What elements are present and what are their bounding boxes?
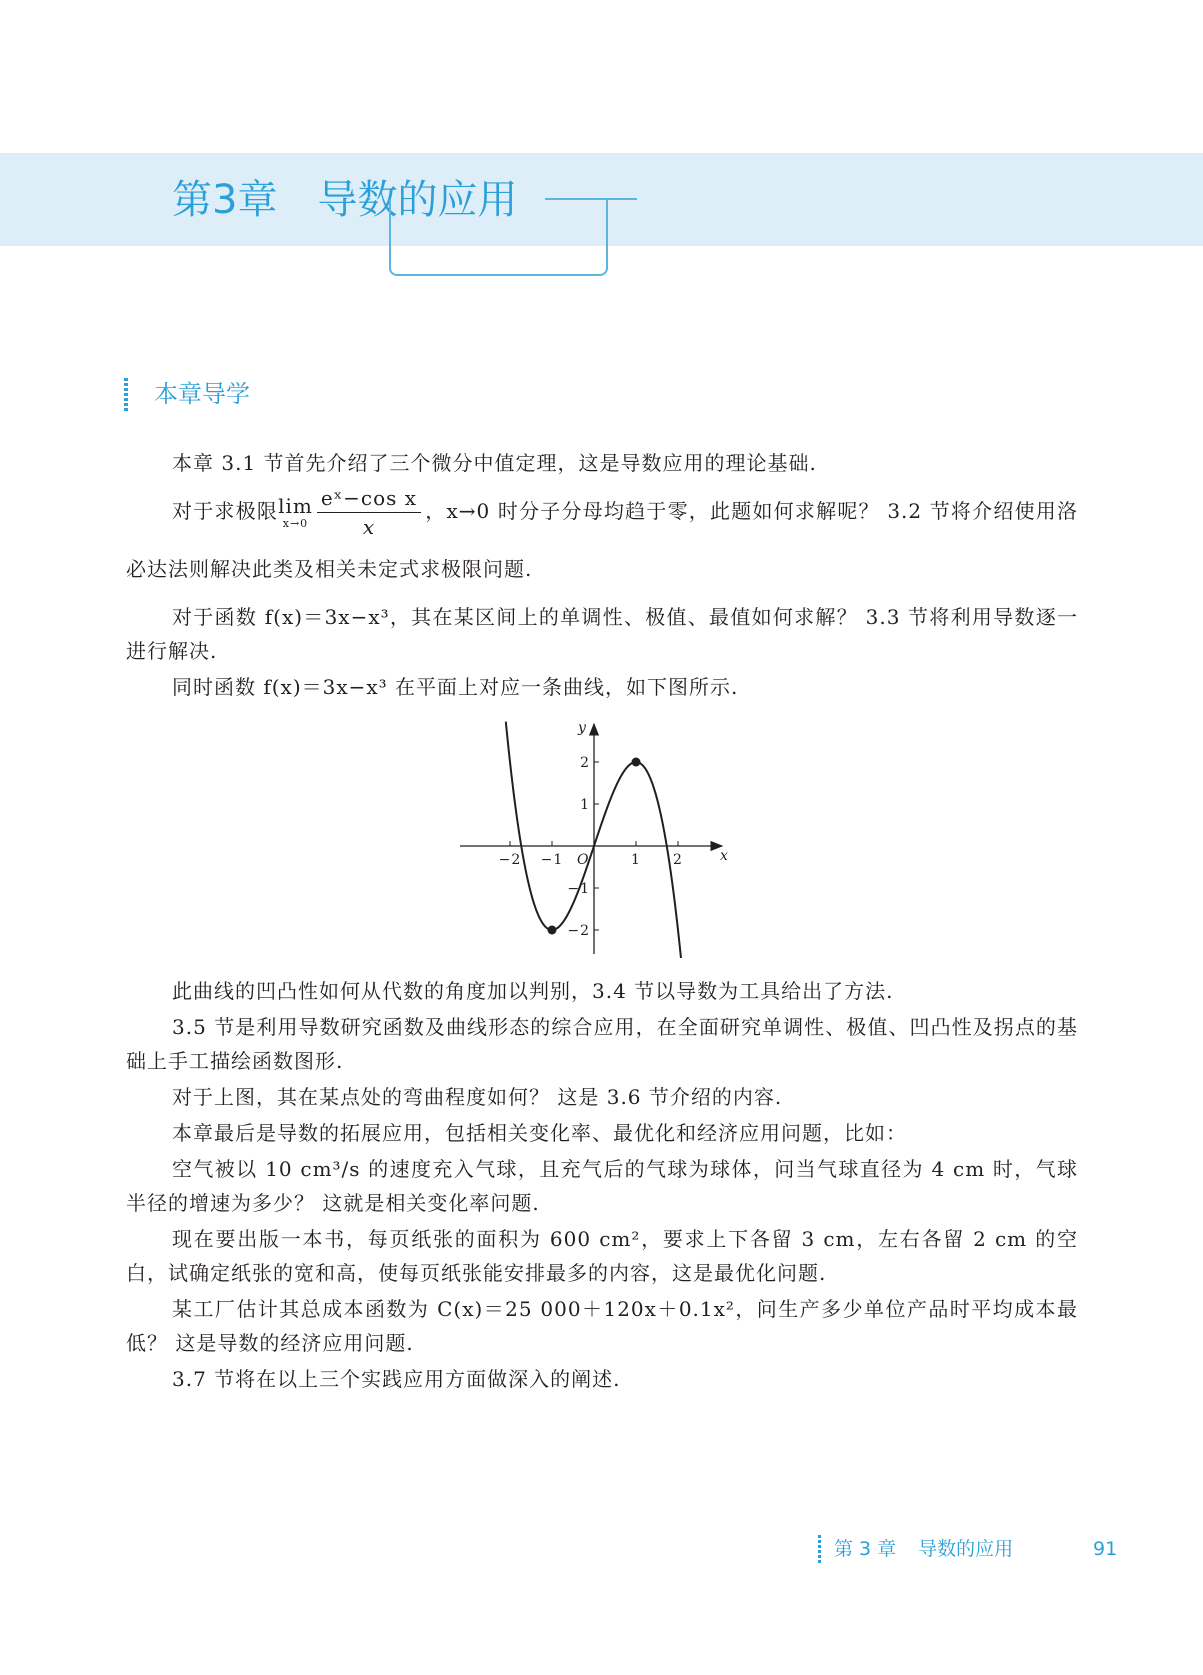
x-tick-label: −1 [540, 852, 564, 868]
x-axis-label: x [720, 848, 729, 864]
footer-dotted-bar [818, 1535, 821, 1565]
x-tick-label: 1 [631, 852, 641, 868]
running-footer [834, 1534, 1013, 1564]
y-tick-label: 1 [580, 797, 590, 813]
paragraph-2-after: ，x→0 时分子分母均趋于零，此题如何求解呢？ 3.2 节将介绍使用洛必达法则解决此类及相关未定式求极限问题. [126, 499, 1079, 581]
paragraph-5: 此曲线的凹凸性如何从代数的角度加以判别，3.4 节以导数为工具给出了方法. [172, 979, 894, 1003]
paragraph-7: 对于上图，其在某点处的弯曲程度如何？ 这是 3.6 节介绍的内容. [172, 1085, 783, 1109]
paragraph-8: 本章最后是导数的拓展应用，包括相关变化率、最优化和经济应用问题，比如： [172, 1121, 907, 1145]
paragraph-11: 某工厂估计其总成本函数为 C(x)＝25 000＋120x＋0.1x²，问生产多少单位产品时平均成本最低？ 这是导数的经济应用问题. [126, 1297, 1078, 1355]
x-tick-label: 2 [673, 852, 683, 868]
extremum-point [548, 926, 557, 935]
y-tick-label: 2 [580, 755, 590, 771]
paragraph-1: 本章 3.1 节首先介绍了三个微分中值定理，这是导数应用的理论基础. [172, 451, 817, 475]
x-tick-label: −2 [498, 852, 522, 868]
origin-label: O [577, 852, 590, 868]
limit-expression [278, 488, 425, 537]
y-tick-label: −2 [567, 923, 590, 939]
lim-text: lim [278, 494, 313, 518]
fraction-denominator: x [362, 515, 376, 539]
lim-subscript: x→0 [282, 517, 309, 530]
section-title: 本章导学 [154, 380, 250, 408]
main-content [126, 446, 1078, 1398]
chapter-number: 第3章 [172, 177, 278, 223]
paragraph-6: 3.5 节是利用导数研究函数及曲线形态的综合应用，在全面研究单调性、极值、凹凸性及拐点的基础上手工描绘函数图形. [126, 1015, 1078, 1073]
footer-chapter-label: 第 3 章 [834, 1538, 897, 1560]
limit-operator [278, 496, 313, 529]
y-tick-label: −1 [567, 881, 590, 897]
paragraph-2 [126, 482, 1078, 598]
chapter-name: 导数的应用 [317, 177, 518, 223]
fraction-numerator: eˣ−cos x [317, 488, 421, 513]
title-decoration-box [389, 200, 608, 276]
footer-chapter-name: 导数的应用 [918, 1538, 1014, 1560]
extremum-point [632, 758, 641, 767]
paragraph-12: 3.7 节将在以上三个实践应用方面做深入的阐述. [172, 1367, 621, 1391]
y-axis-label: y [578, 720, 587, 736]
paragraph-9: 空气被以 10 cm³/s 的速度充入气球，且充气后的气球为球体，问当气球直径为 4 cm 时，气球半径的增速为多少？ 这就是相关变化率问题. [126, 1157, 1078, 1215]
paragraph-3: 对于函数 f(x)＝3x−x³，其在某区间上的单调性、极值、最值如何求解？ 3.3 节将利用导数逐一进行解决. [126, 605, 1078, 663]
paragraph-2-before: 对于求极限 [172, 499, 279, 523]
paragraph-4: 同时函数 f(x)＝3x−x³ 在平面上对应一条曲线，如下图所示. [172, 675, 739, 699]
limit-fraction [317, 488, 421, 537]
cubic-function-graph [460, 718, 744, 958]
page-number: 91 [1093, 1538, 1118, 1560]
section-dotted-bar [124, 378, 128, 412]
paragraph-10: 现在要出版一本书，每页纸张的面积为 600 cm²，要求上下各留 3 cm，左右各留 2 cm 的空白，试确定纸张的宽和高，使每页纸张能安排最多的内容，这是最优化问题. [126, 1227, 1078, 1285]
